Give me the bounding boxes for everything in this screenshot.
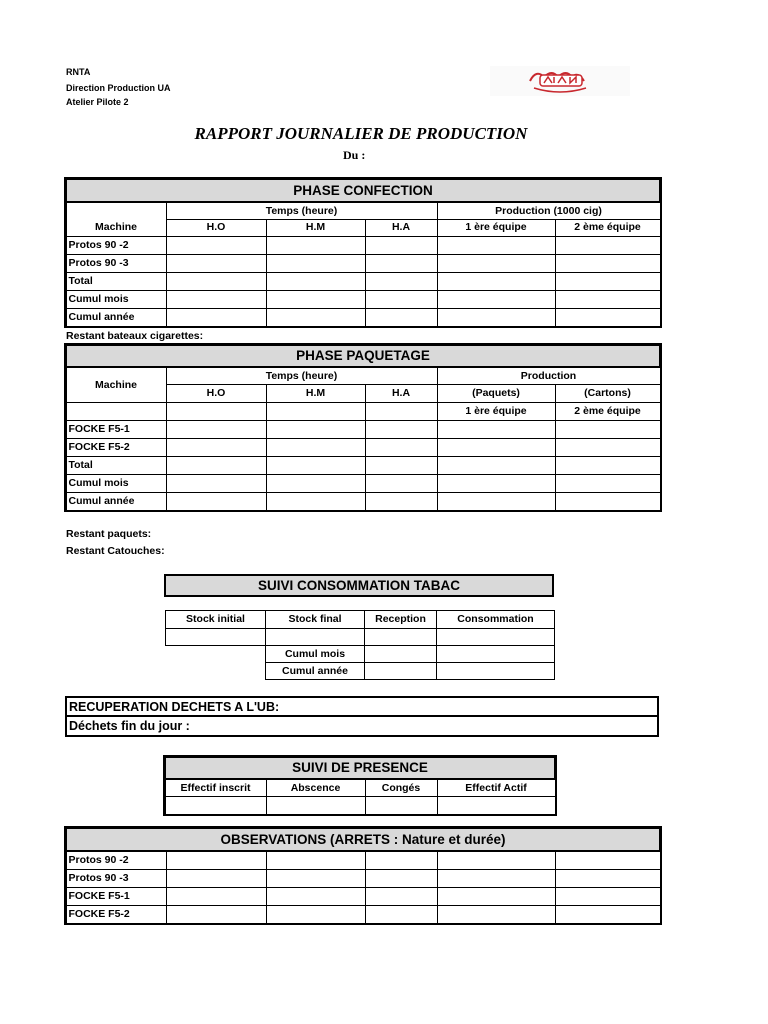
entry-cell[interactable] (437, 420, 555, 438)
org-name: RNTA (66, 67, 91, 77)
entry-cell[interactable] (166, 254, 266, 272)
entry-cell[interactable] (166, 236, 266, 254)
paquets-header: (Paquets) (437, 384, 555, 402)
entry-cell[interactable] (555, 236, 660, 254)
team2-header: 2 ème équipe (555, 402, 660, 420)
entry-cell[interactable] (266, 887, 365, 905)
entry-cell[interactable] (555, 290, 660, 308)
entry-cell[interactable] (555, 420, 660, 438)
tabac-section-title: SUIVI CONSOMMATION TABAC (164, 574, 554, 597)
entry-cell[interactable] (266, 254, 365, 272)
team1-header: 1 ère équipe (437, 219, 555, 236)
report-title: RAPPORT JOURNALIER DE PRODUCTION (194, 124, 528, 143)
remaining-cartons-label: Restant Catouches: (66, 545, 165, 557)
dechets-fin-jour-field[interactable]: Déchets fin du jour : (65, 715, 659, 737)
entry-cell[interactable] (166, 869, 266, 887)
entry-cell[interactable] (266, 290, 365, 308)
entry-cell[interactable] (365, 887, 437, 905)
presence-table (164, 756, 556, 815)
entry-cell[interactable] (437, 272, 555, 290)
entry-cell[interactable] (166, 290, 266, 308)
stock-final-header: Stock final (266, 611, 365, 629)
entry-cell[interactable] (437, 663, 555, 680)
production-header: Production (1000 cig) (437, 202, 660, 219)
entry-cell[interactable] (365, 272, 437, 290)
team2-header: 2 ème équipe (555, 219, 660, 236)
entry-cell[interactable] (555, 851, 660, 869)
entry-cell[interactable] (365, 663, 437, 680)
ho-header: H.O (166, 384, 266, 402)
hm-header: H.M (266, 219, 365, 236)
entry-cell[interactable] (437, 887, 555, 905)
entry-cell[interactable] (166, 492, 266, 510)
remaining-packs-label: Restant paquets: (66, 528, 152, 540)
entry-cell[interactable] (555, 905, 660, 923)
entry-cell[interactable] (437, 851, 555, 869)
entry-cell[interactable] (266, 492, 365, 510)
row-label: Protos 90 -2 (66, 851, 166, 869)
entry-cell[interactable] (166, 905, 266, 923)
row-label: FOCKE F5-2 (66, 905, 166, 923)
entry-cell[interactable] (437, 474, 555, 492)
entry-cell[interactable] (437, 869, 555, 887)
entry-cell[interactable] (266, 402, 365, 420)
entry-cell[interactable] (166, 438, 266, 456)
entry-cell[interactable] (266, 905, 365, 923)
machine-header: Machine (66, 367, 166, 402)
entry-cell[interactable] (437, 456, 555, 474)
observations-section-title: OBSERVATIONS (ARRETS : Nature et durée) (66, 828, 660, 851)
reception-header: Reception (365, 611, 437, 629)
entry-cell[interactable] (365, 851, 437, 869)
entry-cell[interactable] (266, 438, 365, 456)
entry-cell[interactable] (365, 420, 437, 438)
conges-header: Congés (365, 779, 437, 796)
row-label: Protos 90 -2 (66, 236, 166, 254)
entry-cell[interactable] (437, 492, 555, 510)
row-label: Total (66, 272, 166, 290)
entry-cell[interactable] (437, 905, 555, 923)
entry-cell[interactable] (437, 796, 555, 814)
entry-cell[interactable] (266, 474, 365, 492)
entry-cell[interactable] (365, 474, 437, 492)
entry-cell[interactable] (555, 887, 660, 905)
entry-cell[interactable] (365, 629, 437, 646)
row-label: Cumul mois (66, 290, 166, 308)
team1-header: 1 ère équipe (437, 402, 555, 420)
entry-cell[interactable] (555, 456, 660, 474)
presence-section-title: SUIVI DE PRESENCE (165, 757, 555, 779)
effectif-actif-header: Effectif Actif (437, 779, 555, 796)
blank-cell (166, 646, 266, 663)
entry-cell[interactable] (437, 290, 555, 308)
entry-cell[interactable] (365, 646, 437, 663)
recuperation-dechets-field[interactable]: RECUPERATION DECHETS A L'UB: (65, 696, 659, 717)
entry-cell[interactable] (365, 869, 437, 887)
entry-cell[interactable] (166, 851, 266, 869)
entry-cell[interactable] (365, 308, 437, 326)
entry-cell[interactable] (166, 402, 266, 420)
entry-cell[interactable] (166, 456, 266, 474)
row-label: Protos 90 -3 (66, 254, 166, 272)
entry-cell[interactable] (437, 438, 555, 456)
entry-cell[interactable] (555, 474, 660, 492)
entry-cell[interactable] (437, 236, 555, 254)
hm-header: H.M (266, 384, 365, 402)
entry-cell[interactable] (555, 492, 660, 510)
cumul-annee-label: Cumul année (266, 663, 365, 680)
date-label: Du : (343, 148, 366, 162)
atelier-name: Atelier Pilote 2 (66, 97, 129, 107)
row-label: FOCKE F5-1 (66, 420, 166, 438)
entry-cell[interactable] (266, 456, 365, 474)
entry-cell[interactable] (555, 869, 660, 887)
row-label: Cumul année (66, 308, 166, 326)
machine-header: Machine (66, 202, 166, 236)
effectif-inscrit-header: Effectif inscrit (165, 779, 266, 796)
entry-cell[interactable] (166, 887, 266, 905)
entry-cell[interactable] (266, 272, 365, 290)
row-label: FOCKE F5-1 (66, 887, 166, 905)
entry-cell[interactable] (266, 236, 365, 254)
entry-cell[interactable] (266, 629, 365, 646)
temps-header: Temps (heure) (166, 367, 437, 384)
entry-cell[interactable] (166, 272, 266, 290)
ho-header: H.O (166, 219, 266, 236)
consommation-header: Consommation (437, 611, 555, 629)
entry-cell[interactable] (365, 402, 437, 420)
observations-table (65, 827, 661, 924)
entry-cell[interactable] (437, 629, 555, 646)
entry-cell[interactable] (437, 308, 555, 326)
entry-cell[interactable] (437, 254, 555, 272)
paquetage-section-title: PHASE PAQUETAGE (66, 345, 660, 367)
entry-cell[interactable] (555, 308, 660, 326)
entry-cell[interactable] (66, 402, 166, 420)
entry-cell[interactable] (365, 492, 437, 510)
confection-table (65, 178, 661, 327)
row-label: FOCKE F5-2 (66, 438, 166, 456)
absence-header: Abscence (266, 779, 365, 796)
entry-cell[interactable] (266, 796, 365, 814)
cartons-header: (Cartons) (555, 384, 660, 402)
entry-cell[interactable] (166, 474, 266, 492)
blank-cell (166, 663, 266, 680)
remaining-cigarettes-label: Restant bateaux cigarettes: (66, 330, 204, 342)
entry-cell[interactable] (166, 629, 266, 646)
entry-cell[interactable] (365, 438, 437, 456)
row-label: Cumul mois (66, 474, 166, 492)
tabac-table (165, 610, 555, 680)
entry-cell[interactable] (365, 236, 437, 254)
entry-cell[interactable] (266, 869, 365, 887)
ha-header: H.A (365, 384, 437, 402)
entry-cell[interactable] (365, 290, 437, 308)
entry-cell[interactable] (555, 272, 660, 290)
stock-initial-header: Stock initial (166, 611, 266, 629)
entry-cell[interactable] (365, 254, 437, 272)
entry-cell[interactable] (266, 420, 365, 438)
entry-cell[interactable] (365, 796, 437, 814)
direction-name: Direction Production UA (66, 83, 171, 93)
row-label: Total (66, 456, 166, 474)
entry-cell[interactable] (437, 646, 555, 663)
temps-header: Temps (heure) (166, 202, 437, 219)
ha-header: H.A (365, 219, 437, 236)
entry-cell[interactable] (166, 308, 266, 326)
row-label: Protos 90 -3 (66, 869, 166, 887)
paquetage-table (65, 344, 661, 511)
confection-section-title: PHASE CONFECTION (66, 179, 660, 202)
entry-cell[interactable] (365, 905, 437, 923)
row-label: Cumul année (66, 492, 166, 510)
entry-cell[interactable] (555, 254, 660, 272)
entry-cell[interactable] (165, 796, 266, 814)
entry-cell[interactable] (365, 456, 437, 474)
entry-cell[interactable] (266, 308, 365, 326)
cumul-mois-label: Cumul mois (266, 646, 365, 663)
entry-cell[interactable] (166, 420, 266, 438)
production-header: Production (437, 367, 660, 384)
entry-cell[interactable] (555, 438, 660, 456)
entry-cell[interactable] (266, 851, 365, 869)
company-logo (490, 66, 630, 96)
